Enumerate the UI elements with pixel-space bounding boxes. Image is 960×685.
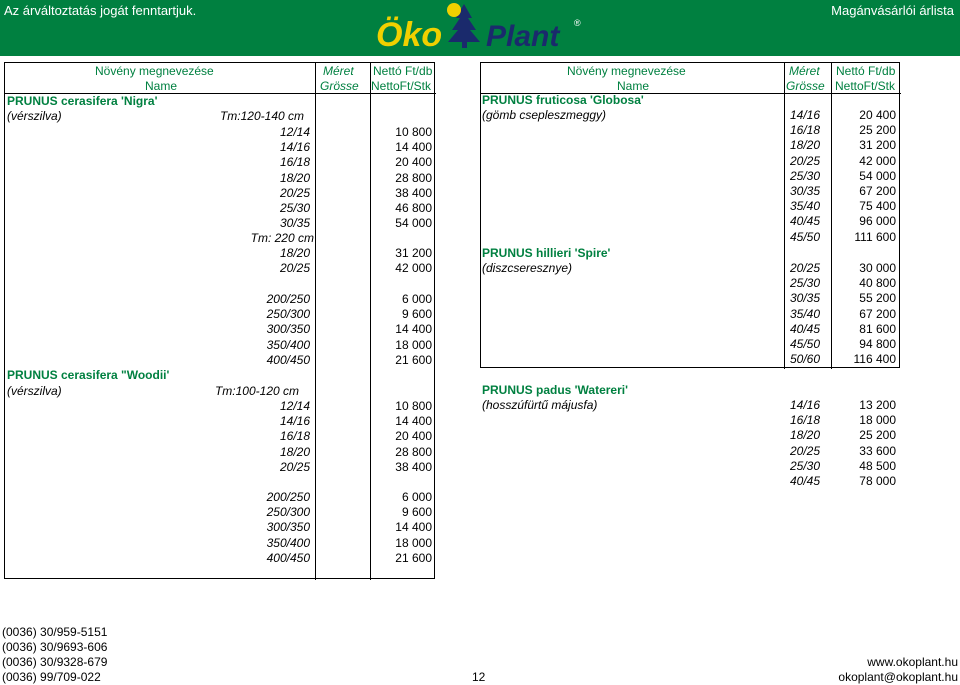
logo-plant-text: Plant — [486, 20, 560, 52]
table-row — [5, 140, 434, 155]
price-cell: 18 000 — [395, 535, 432, 550]
size-cell: 350/400 — [266, 337, 310, 352]
price-cell: 6 000 — [401, 292, 432, 306]
size-cell: 25/30 — [789, 276, 820, 291]
size-cell: 16/18 — [789, 413, 820, 428]
size-cell: 14/16 — [789, 398, 820, 412]
table-row — [5, 216, 434, 231]
size-cell: 12/14 — [279, 125, 310, 139]
col-size-header-de: Grösse — [786, 79, 825, 93]
product-common-name: (vérszilva) — [7, 109, 62, 123]
size-cell: 400/450 — [266, 352, 310, 367]
size-cell: 45/50 — [789, 229, 820, 244]
price-cell: 33 600 — [859, 443, 896, 458]
size-cell: 25/30 — [279, 201, 310, 215]
price-cell: 20 400 — [859, 108, 896, 122]
table-row — [5, 429, 434, 444]
price-cell: 38 400 — [395, 459, 432, 474]
size-cell: 20/25 — [789, 153, 820, 168]
size-cell: 16/18 — [279, 155, 310, 170]
table-row — [5, 551, 434, 566]
table-row — [480, 337, 900, 352]
table-row — [5, 246, 434, 261]
size-cell: 18/20 — [789, 428, 820, 443]
tree-icon — [447, 3, 480, 48]
size-cell: 40/45 — [789, 214, 820, 229]
price-cell: 46 800 — [395, 201, 432, 215]
col-name-header-de: Name — [617, 79, 650, 93]
size-cell: 350/400 — [266, 535, 310, 550]
size-cell: 40/45 — [789, 474, 820, 488]
logo-oko-text: Öko — [376, 16, 443, 52]
product-common-name: (diszcseresznye) — [482, 261, 573, 275]
price-cell: 94 800 — [859, 337, 896, 351]
size-cell: 300/350 — [266, 322, 310, 337]
table-row — [5, 445, 434, 460]
size-cell: 18/20 — [279, 444, 310, 459]
product-name: PRUNUS cerasifera "Woodii' — [7, 368, 170, 382]
table-row — [480, 138, 900, 153]
table-row — [5, 414, 434, 429]
price-cell: 55 200 — [859, 291, 896, 306]
table-row — [480, 291, 900, 306]
okoplant-logo — [374, 0, 586, 52]
size-cell: 35/40 — [789, 199, 820, 214]
size-cell: 40/45 — [789, 321, 820, 336]
table-row — [480, 261, 900, 276]
table-row — [5, 536, 434, 551]
size-cell: 50/60 — [789, 352, 820, 367]
price-cell: 21 600 — [395, 352, 432, 367]
price-cell: 9 600 — [401, 307, 432, 322]
price-cell: 25 200 — [859, 428, 896, 443]
table-row — [5, 307, 434, 322]
size-cell: 25/30 — [789, 458, 820, 473]
price-cell: 48 500 — [859, 458, 896, 473]
group-heading-row — [5, 231, 434, 246]
price-cell: 116 400 — [853, 352, 896, 367]
price-cell: 14 400 — [395, 414, 432, 429]
price-cell: 18 000 — [395, 337, 432, 352]
size-cell: 30/35 — [789, 184, 820, 198]
col-size-header-de: Grösse — [320, 79, 359, 93]
price-cell: 21 600 — [395, 550, 432, 565]
price-cell: 38 400 — [395, 185, 432, 200]
contact-info — [838, 655, 958, 685]
price-cell: 42 000 — [859, 153, 896, 168]
product-name: PRUNUS hillieri 'Spire' — [482, 246, 611, 260]
price-cell: 111 600 — [854, 229, 896, 244]
price-cell: 31 200 — [395, 246, 432, 260]
price-cell: 20 400 — [395, 429, 432, 444]
product-common-name: (hosszúfürtű májusfa) — [482, 398, 598, 412]
phone-number: (0036) 30/9693-606 — [2, 640, 108, 654]
header-row-hu — [5, 64, 434, 79]
table-row — [5, 460, 434, 475]
size-cell: 200/250 — [266, 490, 310, 504]
table-row — [5, 125, 434, 140]
size-cell: 20/25 — [279, 261, 310, 276]
table-row — [480, 474, 900, 489]
table-row — [5, 399, 434, 414]
table-row — [5, 292, 434, 307]
size-cell: 200/250 — [266, 292, 310, 306]
phone-number: (0036) 30/9328-679 — [2, 655, 108, 669]
product-common-name: (vérszilva) — [7, 384, 62, 398]
price-cell: 28 800 — [395, 170, 432, 185]
product-row — [5, 368, 434, 383]
size-cell: 45/50 — [789, 337, 820, 351]
table-row — [5, 520, 434, 535]
table-row — [5, 353, 434, 368]
website-link[interactable]: www.okoplant.hu — [867, 655, 958, 669]
col-price-header: Nettó Ft/db — [373, 64, 433, 78]
table-row — [480, 230, 900, 245]
size-cell: 14/16 — [279, 414, 310, 429]
price-cell: 40 800 — [859, 276, 896, 291]
group-heading: Tm:100-120 cm — [214, 384, 299, 398]
product-note-row — [5, 109, 434, 124]
table-row — [480, 444, 900, 459]
product-name: PRUNUS padus 'Watereri' — [482, 383, 628, 397]
price-cell: 6 000 — [401, 490, 432, 504]
page-number: 12 — [472, 670, 486, 684]
size-cell: 16/18 — [789, 123, 820, 138]
col-size-header: Méret — [789, 64, 820, 78]
table-row — [480, 413, 900, 428]
table-row — [480, 154, 900, 169]
size-cell: 35/40 — [789, 306, 820, 321]
price-cell: 42 000 — [395, 261, 432, 276]
price-cell: 13 200 — [859, 398, 896, 412]
col-name-header-de: Name — [145, 79, 178, 93]
table-row — [480, 199, 900, 214]
price-cell: 14 400 — [395, 520, 432, 535]
price-cell: 28 800 — [395, 444, 432, 459]
price-cell: 67 200 — [859, 184, 896, 198]
col-price-header-de: NettoFt/Stk — [371, 79, 432, 93]
phone-number: (0036) 30/959-5151 — [2, 625, 108, 639]
group-heading: Tm: 220 cm — [250, 231, 314, 245]
size-cell: 20/25 — [789, 443, 820, 458]
header-row-de — [5, 79, 434, 94]
price-cell: 14 400 — [395, 322, 432, 337]
size-cell: 14/16 — [789, 108, 820, 122]
header-bar — [0, 0, 960, 56]
phone-number: (0036) 99/709-022 — [2, 670, 101, 684]
product-row — [480, 383, 900, 398]
product-common-name: (gömb csepleszmeggy) — [482, 108, 607, 122]
table-row — [5, 186, 434, 201]
size-cell: 18/20 — [789, 138, 820, 153]
price-cell: 30 000 — [859, 261, 896, 275]
price-cell: 20 400 — [395, 155, 432, 170]
product-name: PRUNUS fruticosa 'Globosa' — [482, 93, 644, 107]
price-list-title: Magánvásárlói árlista — [831, 3, 954, 18]
price-cell: 25 200 — [859, 123, 896, 138]
group-heading: Tm:120-140 cm — [219, 109, 304, 123]
logo-registered-mark: ® — [574, 18, 581, 28]
disclaimer-text: Az árváltoztatás jogát fenntartjuk. — [4, 3, 197, 18]
size-cell: 300/350 — [266, 520, 310, 535]
product-note-row — [5, 384, 434, 399]
price-cell: 54 000 — [859, 168, 896, 183]
email-link[interactable]: okoplant@okoplant.hu — [838, 670, 958, 684]
col-price-header: Nettó Ft/db — [836, 64, 896, 78]
price-cell: 18 000 — [859, 413, 896, 428]
price-cell: 78 000 — [859, 474, 896, 488]
price-cell: 75 400 — [859, 199, 896, 214]
product-name: PRUNUS cerasifera 'Nigra' — [7, 94, 158, 108]
size-cell: 20/25 — [789, 261, 820, 275]
table-row — [480, 428, 900, 443]
product-row — [480, 246, 900, 261]
table-row — [480, 184, 900, 199]
left-price-table — [4, 62, 435, 579]
table-row — [480, 398, 900, 413]
table-row — [480, 307, 900, 322]
size-cell: 400/450 — [266, 550, 310, 565]
price-cell: 31 200 — [859, 138, 896, 153]
size-cell: 18/20 — [279, 170, 310, 185]
size-cell: 20/25 — [279, 459, 310, 474]
table-row — [5, 261, 434, 276]
size-cell: 30/35 — [789, 291, 820, 306]
table-row — [5, 505, 434, 520]
size-cell: 30/35 — [279, 216, 310, 231]
price-cell: 54 000 — [395, 216, 432, 231]
table-row — [480, 214, 900, 229]
size-cell: 25/30 — [789, 168, 820, 183]
table-row — [480, 276, 900, 291]
size-cell: 14/16 — [279, 140, 310, 155]
col-price-header-de: NettoFt/Stk — [835, 79, 896, 93]
price-cell: 96 000 — [859, 214, 896, 229]
product-row — [5, 94, 434, 109]
table-row — [5, 155, 434, 170]
table-row — [5, 322, 434, 337]
right-rows-area — [480, 62, 900, 502]
size-cell: 16/18 — [279, 429, 310, 444]
table-row — [5, 171, 434, 186]
price-cell: 14 400 — [395, 140, 432, 155]
size-cell: 18/20 — [279, 246, 310, 260]
price-cell: 67 200 — [859, 306, 896, 321]
col-name-header: Növény megnevezése — [95, 64, 214, 78]
size-cell: 12/14 — [279, 399, 310, 413]
table-row — [480, 123, 900, 138]
table-row — [480, 352, 900, 367]
size-cell: 250/300 — [266, 307, 310, 322]
size-cell: 250/300 — [266, 505, 310, 520]
table-row — [480, 322, 900, 337]
price-cell: 81 600 — [859, 321, 896, 336]
price-cell: 9 600 — [401, 505, 432, 520]
col-size-header: Méret — [323, 64, 354, 78]
product-row — [480, 93, 900, 108]
phone-list — [2, 625, 107, 685]
table-row — [5, 338, 434, 353]
size-cell: 20/25 — [279, 185, 310, 200]
table-row — [480, 108, 900, 123]
table-row — [5, 490, 434, 505]
col-name-header: Növény megnevezése — [567, 64, 686, 78]
price-cell: 10 800 — [395, 399, 432, 413]
table-row — [5, 201, 434, 216]
price-cell: 10 800 — [395, 125, 432, 139]
table-row — [480, 459, 900, 474]
table-row — [480, 169, 900, 184]
